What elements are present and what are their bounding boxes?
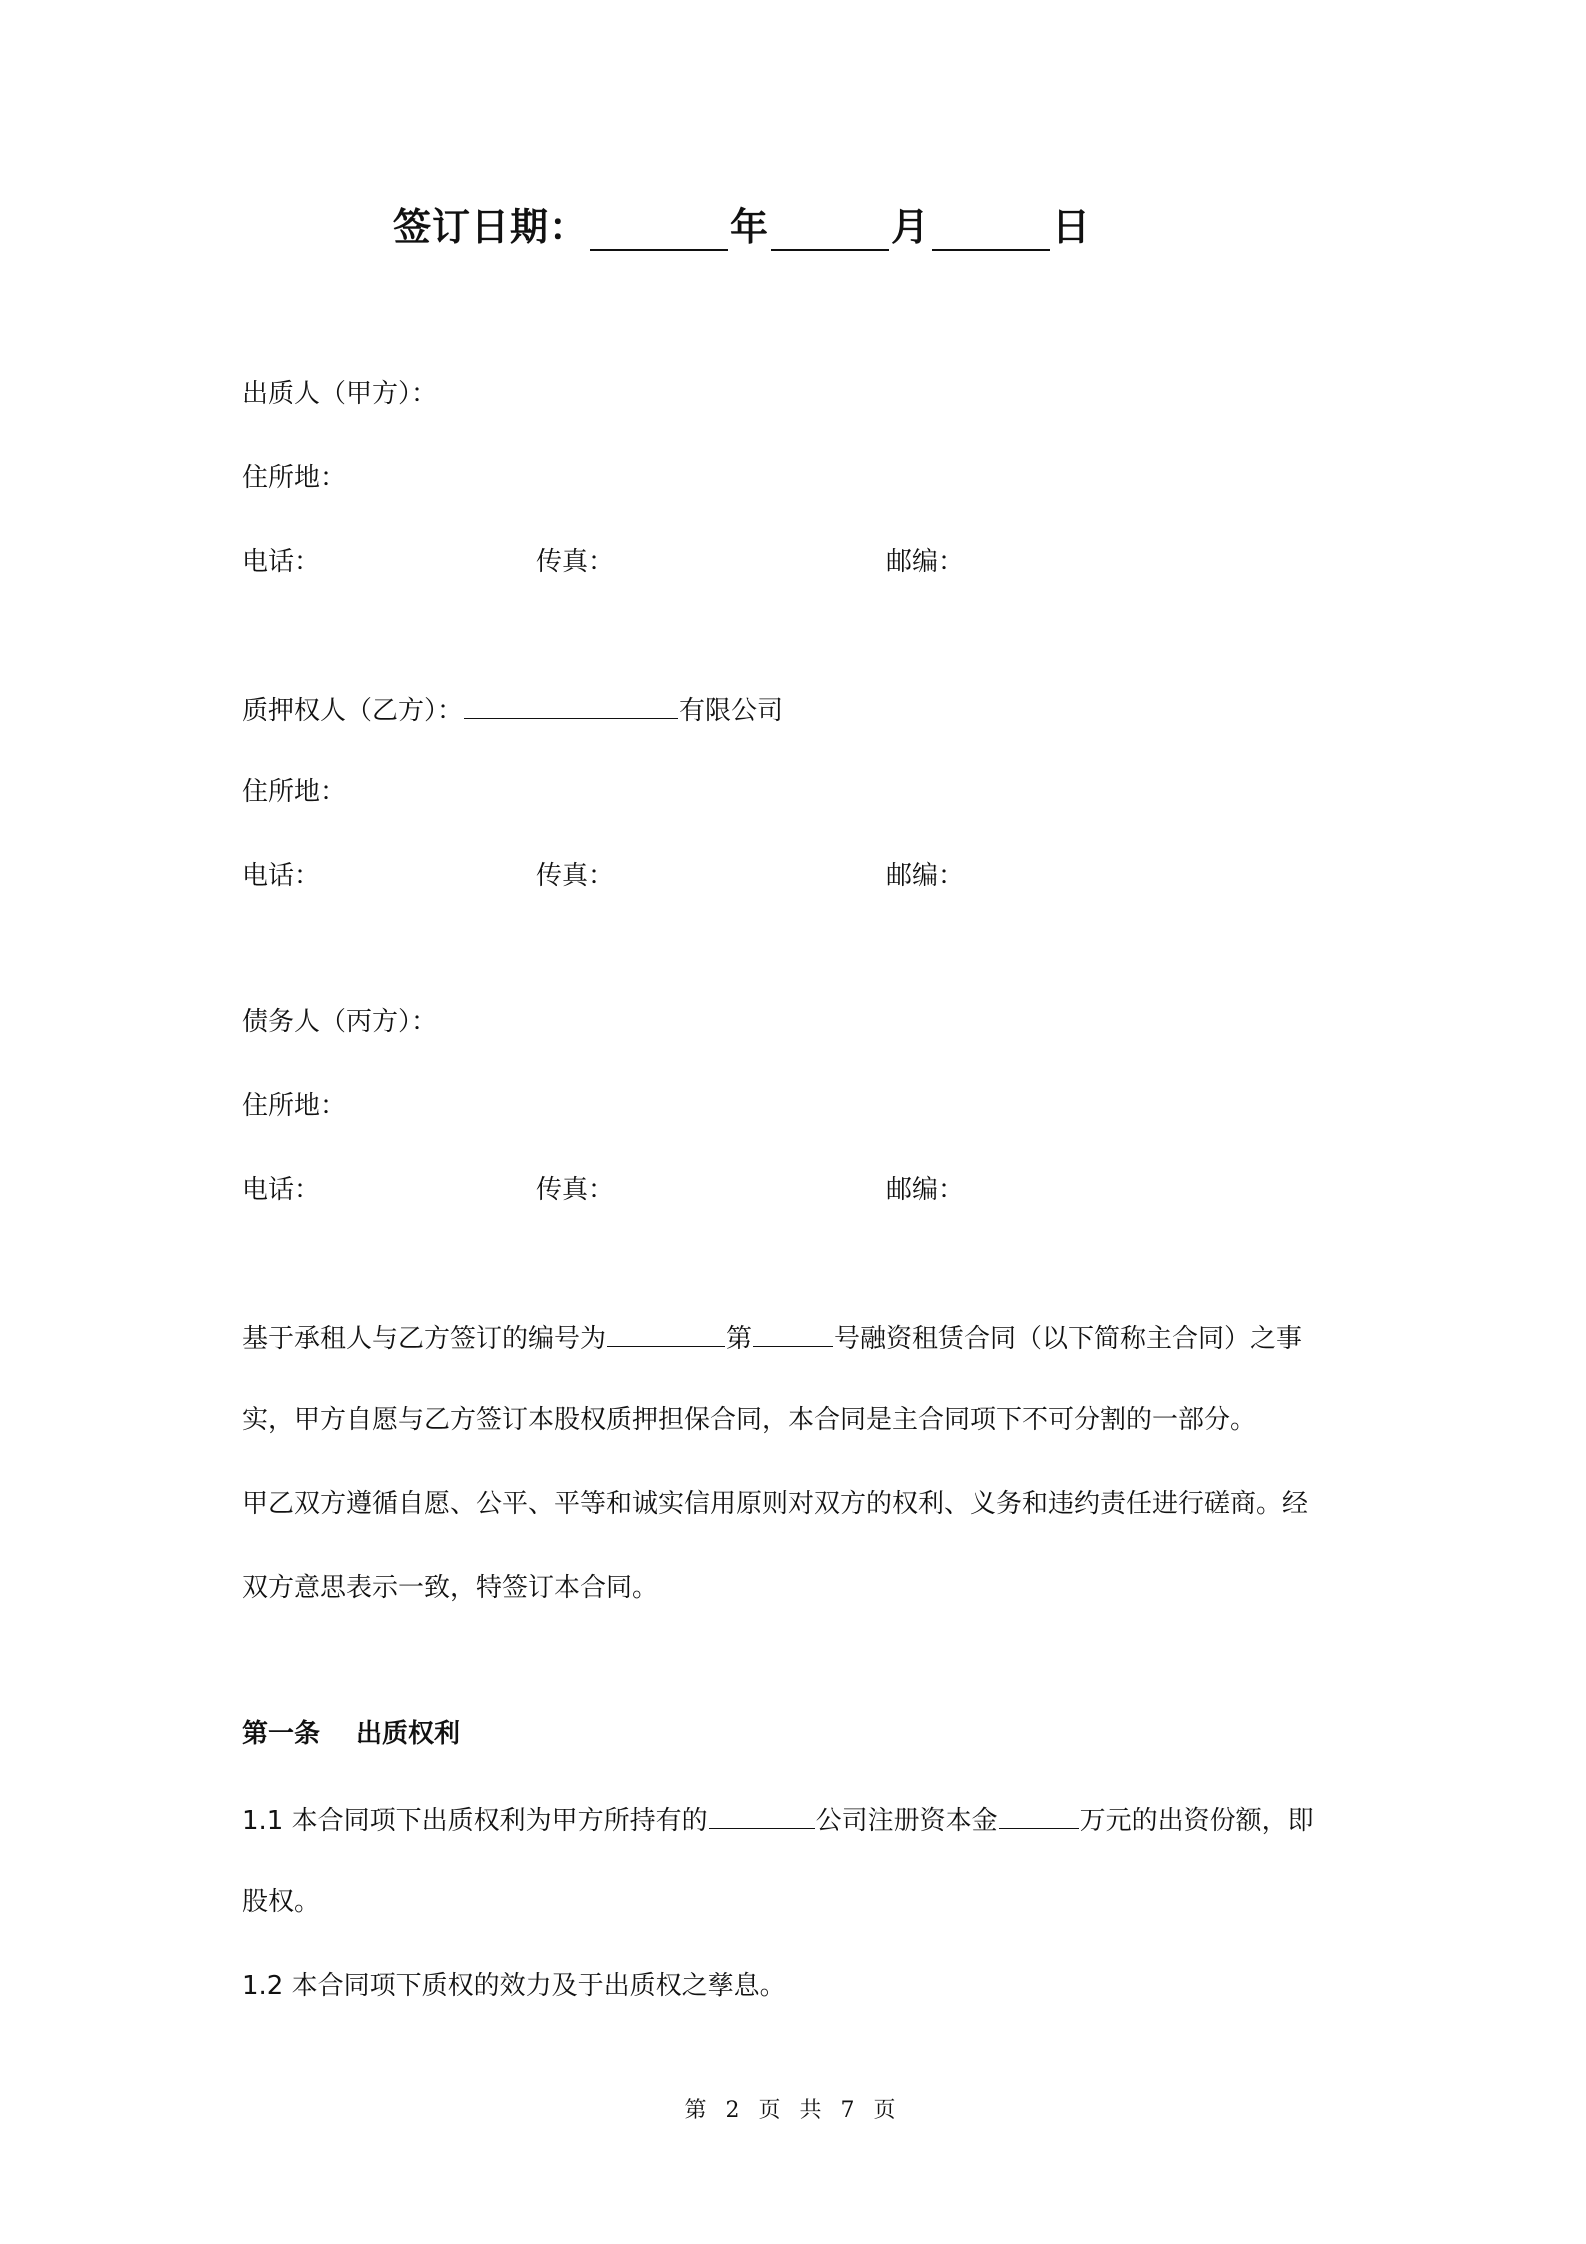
party-b-name <box>242 690 783 729</box>
preamble-line-4: 双方意思表示一致，特签订本合同。 <box>242 1573 659 1603</box>
party-a-name: 出质人（甲方）： <box>242 379 438 409</box>
article-1-heading <box>242 1716 460 1752</box>
clause-1-1-text-b: 公司注册资本金 <box>815 1806 998 1836</box>
signing-date-label: 签订日期： <box>393 205 589 249</box>
party-c-phone: 电话： <box>242 1175 321 1205</box>
signing-date-title <box>393 196 1091 251</box>
contract-seq-blank <box>753 1318 833 1347</box>
party-c-postcode: 邮编： <box>886 1175 965 1205</box>
party-b-fax: 传真： <box>536 861 615 891</box>
party-b-name-suffix: 有限公司 <box>679 696 784 726</box>
article-1-title: 出质权利 <box>356 1719 461 1749</box>
preamble-line-1-text-b: 第 <box>726 1324 753 1354</box>
capital-amount-blank <box>999 1800 1079 1829</box>
party-b-phone: 电话： <box>242 861 321 891</box>
company-name-blank <box>709 1800 815 1829</box>
clause-1-2: 1.2 本合同项下质权的效力及于出质权之孳息。 <box>242 1971 786 2001</box>
preamble-line-2: 实，甲方自愿与乙方签订本股权质押担保合同，本合同是主合同项下不可分割的一部分。 <box>242 1405 1257 1435</box>
preamble-line-1-text-a: 基于承租人与乙方签订的编号为 <box>242 1324 607 1354</box>
party-b-name-label: 质押权人（乙方）： <box>242 696 464 726</box>
clause-1-1-line-2: 股权。 <box>242 1887 321 1917</box>
preamble-line-1 <box>242 1318 1302 1357</box>
party-b-postcode: 邮编： <box>886 861 965 891</box>
clause-1-1-text-c: 万元的出资份额，即 <box>1079 1806 1314 1836</box>
preamble-line-3: 甲乙双方遵循自愿、公平、平等和诚实信用原则对双方的权利、义务和违约责任进行磋商。经 <box>242 1489 1309 1519</box>
party-c-address: 住所地： <box>242 1091 347 1121</box>
party-c-name: 债务人（丙方）： <box>242 1007 438 1037</box>
preamble-line-1-text-c: 号融资租赁合同（以下简称主合同）之事 <box>834 1324 1303 1354</box>
year-label: 年 <box>730 205 770 249</box>
party-a-address: 住所地： <box>242 463 347 493</box>
party-b-name-blank <box>464 690 678 719</box>
day-blank <box>932 215 1050 251</box>
contract-number-blank <box>607 1318 725 1347</box>
party-c-fax: 传真： <box>536 1175 615 1205</box>
article-1-number: 第一条 <box>242 1719 321 1749</box>
month-blank <box>771 215 889 251</box>
year-blank <box>590 215 728 251</box>
party-a-postcode: 邮编： <box>886 547 965 577</box>
clause-1-1 <box>242 1800 1314 1839</box>
page-number-footer: 第 2 页 共 7 页 <box>684 2098 902 2123</box>
party-b-address: 住所地： <box>242 777 347 807</box>
party-a-fax: 传真： <box>536 547 615 577</box>
clause-1-1-text-a: 1.1 本合同项下出质权利为甲方所持有的 <box>242 1806 708 1836</box>
day-label: 日 <box>1052 205 1092 249</box>
party-a-phone: 电话： <box>242 547 321 577</box>
month-label: 月 <box>891 205 931 249</box>
